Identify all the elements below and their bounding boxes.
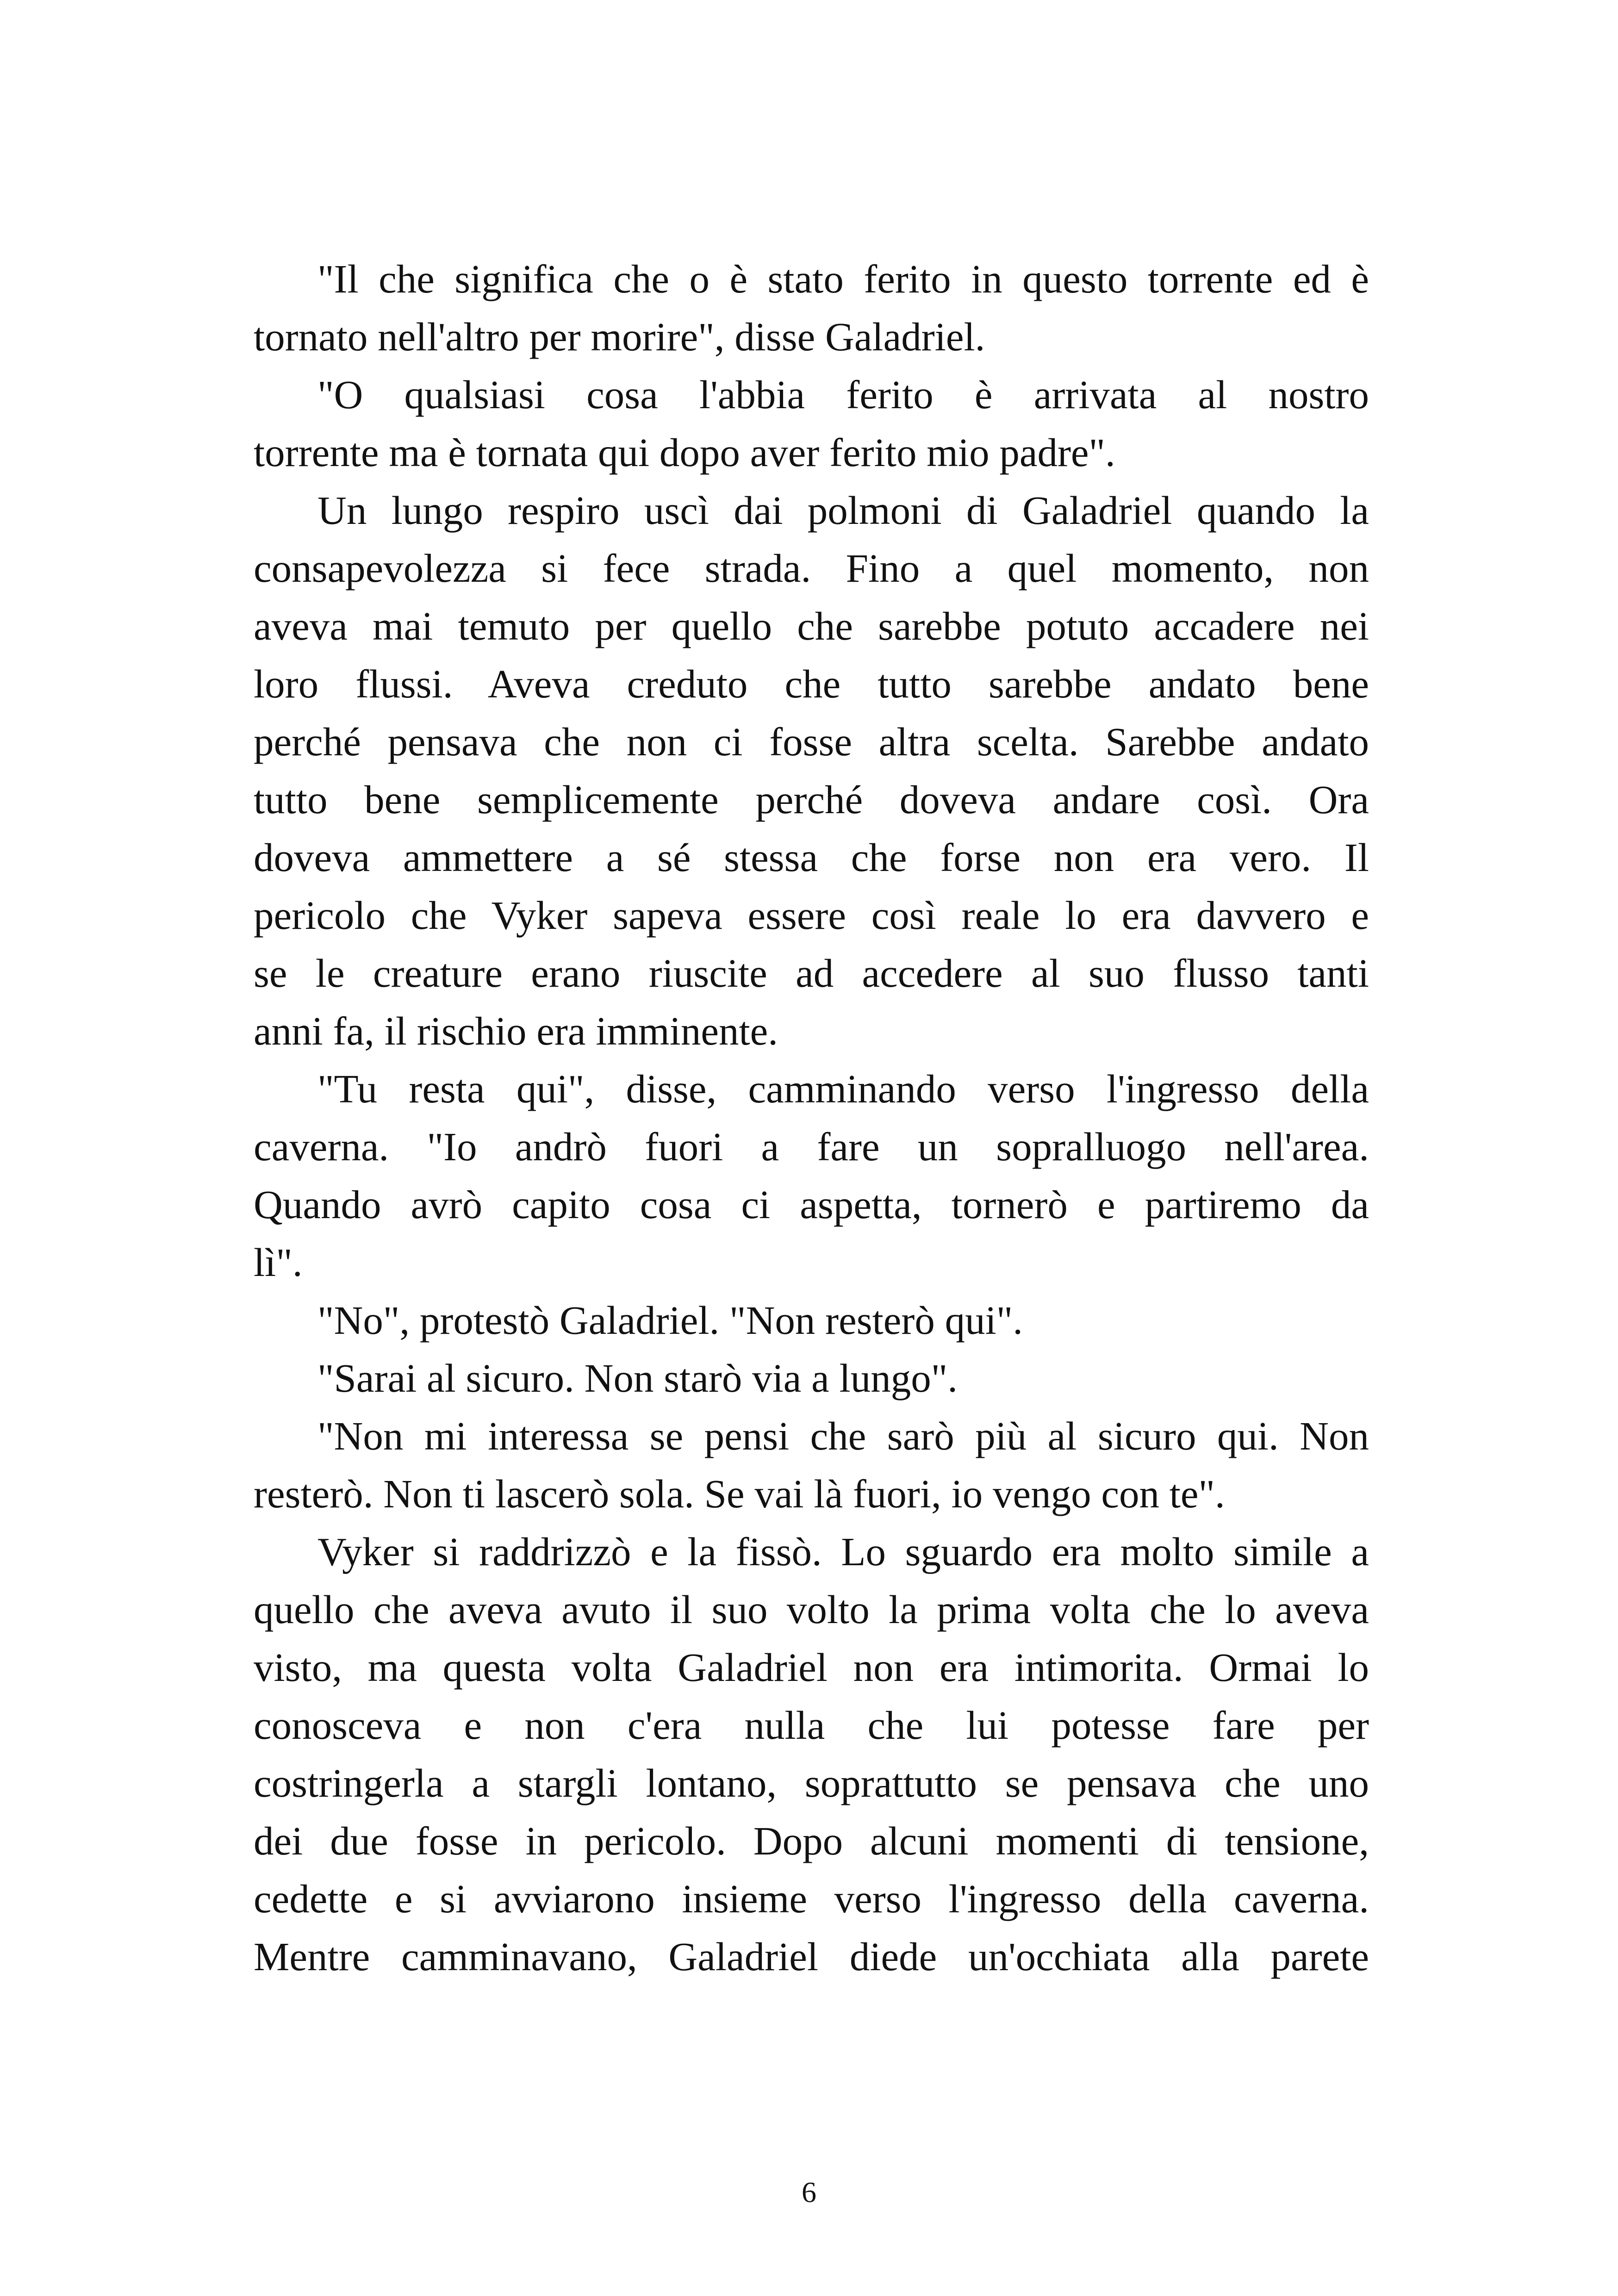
text-line: "Il che significa che o è stato ferito in questo torrente ed è bbox=[317, 256, 1369, 301]
text-line: Mentre camminavano, Galadriel diede un'occhiata alla parete bbox=[254, 1934, 1369, 1979]
text-line: doveva ammettere a sé stessa che forse non era vero. Il bbox=[254, 835, 1369, 880]
text-line: "O qualsiasi cosa l'abbia ferito è arrivata al nostro bbox=[317, 372, 1369, 417]
text-line: conosceva e non c'era nulla che lui potesse fare per bbox=[254, 1703, 1369, 1748]
text-line: consapevolezza si fece strada. Fino a quel momento, non bbox=[254, 546, 1369, 591]
text-line: visto, ma questa volta Galadriel non era intimorita. Ormai lo bbox=[254, 1645, 1369, 1690]
text-line: quello che aveva avuto il suo volto la prima volta che lo aveva bbox=[254, 1587, 1369, 1632]
text-line: caverna. "Io andrò fuori a fare un sopralluogo nell'area. bbox=[254, 1124, 1369, 1169]
text-line: torrente ma è tornata qui dopo aver ferito mio padre". bbox=[254, 430, 1115, 475]
text-line: resterò. Non ti lascerò sola. Se vai là fuori, io vengo con te". bbox=[254, 1471, 1225, 1516]
text-line: lì". bbox=[254, 1240, 303, 1285]
text-line: "Non mi interessa se pensi che sarò più al sicuro qui. Non bbox=[317, 1413, 1369, 1458]
text-line: tutto bene semplicemente perché doveva andare così. Ora bbox=[254, 777, 1369, 822]
text-line: dei due fosse in pericolo. Dopo alcuni momenti di tensione, bbox=[254, 1818, 1369, 1863]
text-line: cedette e si avviarono insieme verso l'ingresso della caverna. bbox=[254, 1876, 1369, 1921]
text-line: "No", protestò Galadriel. "Non resterò qui". bbox=[317, 1298, 1023, 1343]
text-line: "Sarai al sicuro. Non starò via a lungo". bbox=[317, 1356, 958, 1400]
text-line: Quando avrò capito cosa ci aspetta, tornerò e partiremo da bbox=[254, 1182, 1369, 1227]
page-number: 6 bbox=[802, 2176, 816, 2209]
text-line: perché pensava che non ci fosse altra scelta. Sarebbe andato bbox=[254, 719, 1369, 764]
text-line: "Tu resta qui", disse, camminando verso l'ingresso della bbox=[317, 1066, 1369, 1111]
text-line: se le creature erano riuscite ad accedere al suo flusso tanti bbox=[254, 951, 1369, 996]
text-line: costringerla a stargli lontano, soprattutto se pensava che uno bbox=[254, 1761, 1369, 1805]
text-line: anni fa, il rischio era imminente. bbox=[254, 1008, 778, 1053]
body-text bbox=[254, 250, 1369, 1985]
text-line: Un lungo respiro uscì dai polmoni di Galadriel quando la bbox=[317, 488, 1369, 533]
text-line: pericolo che Vyker sapeva essere così reale lo era davvero e bbox=[254, 893, 1369, 938]
text-line: aveva mai temuto per quello che sarebbe potuto accadere nei bbox=[254, 604, 1369, 648]
text-line: loro flussi. Aveva creduto che tutto sarebbe andato bene bbox=[254, 661, 1369, 706]
text-line: tornato nell'altro per morire", disse Galadriel. bbox=[254, 314, 985, 359]
text-line: Vyker si raddrizzò e la fissò. Lo sguardo era molto simile a bbox=[317, 1529, 1369, 1574]
